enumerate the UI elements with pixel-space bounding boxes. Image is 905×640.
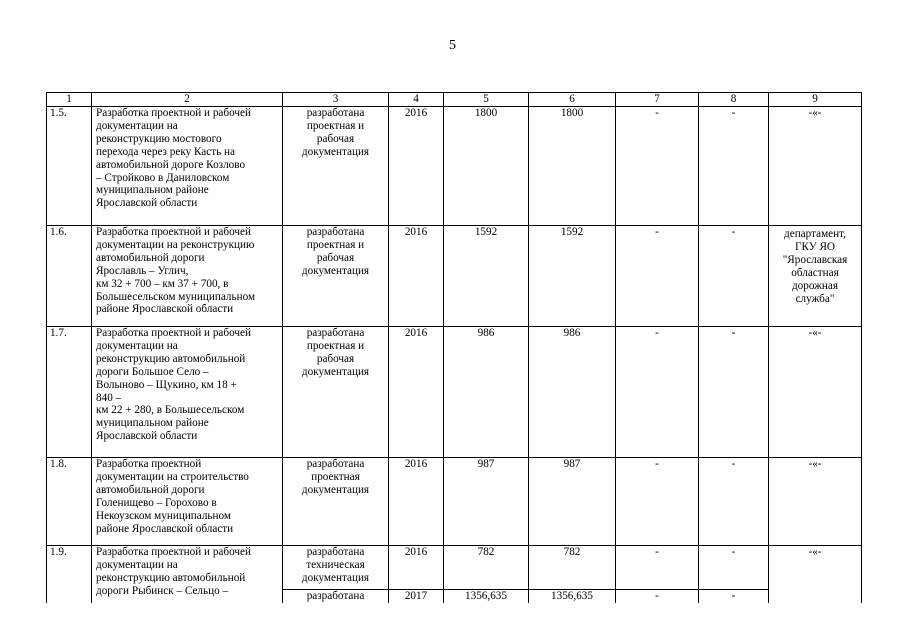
row-responsible: -«-	[769, 458, 862, 546]
row-responsible: -«-	[769, 107, 862, 226]
row-name: Разработка проектной и рабочей документации на реконструкцию автомобильной дороги Рыбинск – Сельцо –	[92, 546, 283, 603]
row-number: 1.9.	[47, 546, 92, 603]
row-number: 1.8.	[47, 458, 92, 546]
row-responsible: -«-	[769, 327, 862, 458]
table-header-row	[47, 93, 862, 107]
row-col7: -	[616, 458, 699, 546]
row-col7: -	[616, 327, 699, 458]
row-result: разработана проектная и рабочая документация	[283, 327, 389, 458]
row-responsible: департамент, ГКУ ЯО "Ярославская областная дорожная служба"	[769, 226, 862, 327]
row-name: Разработка проектной и рабочей документации на реконструкцию автомобильной дороги Ярославль – Углич, км 32 + 700 – км 37 + 700, в Большесельском муниципальном районе Ярославской области	[92, 226, 283, 327]
header-cell: 4	[389, 93, 444, 107]
row-col5: 986	[444, 327, 529, 458]
row-year: 2016	[389, 327, 444, 458]
row-result: разработана техническая документация	[283, 546, 389, 590]
row-col7: -	[616, 107, 699, 226]
program-table	[46, 92, 862, 603]
header-cell: 1	[47, 93, 92, 107]
header-cell: 5	[444, 93, 529, 107]
row-col8: -	[699, 226, 769, 327]
row-number: 1.7.	[47, 327, 92, 458]
row-year: 2016	[389, 458, 444, 546]
row-year: 2017	[389, 590, 444, 603]
row-col5: 987	[444, 458, 529, 546]
table-row	[47, 546, 862, 590]
table-row	[47, 458, 862, 546]
row-col5: 1800	[444, 107, 529, 226]
header-cell: 8	[699, 93, 769, 107]
row-year: 2016	[389, 107, 444, 226]
row-col8: -	[699, 107, 769, 226]
header-cell: 7	[616, 93, 699, 107]
row-number: 1.6.	[47, 226, 92, 327]
row-col8: -	[699, 546, 769, 590]
row-responsible: -«-	[769, 546, 862, 603]
row-year: 2016	[389, 546, 444, 590]
row-name: Разработка проектной и рабочей документации на реконструкцию автомобильной дороги Большое Село – Волыново – Щукино, км 18 + 840 – км 22 + 280, в Большесельском муниципальном районе Ярославской области	[92, 327, 283, 458]
table-row	[47, 107, 862, 226]
row-result: разработана проектная и рабочая документация	[283, 226, 389, 327]
row-col8: -	[699, 590, 769, 603]
row-col6: 1356,635	[529, 590, 616, 603]
row-col7: -	[616, 546, 699, 590]
row-name: Разработка проектной документации на строительство автомобильной дороги Голенищево – Горохово в Некоузском муниципальном районе Ярославской области	[92, 458, 283, 546]
row-result: разработана проектная документация	[283, 458, 389, 546]
row-col6: 986	[529, 327, 616, 458]
header-cell: 3	[283, 93, 389, 107]
header-cell: 9	[769, 93, 862, 107]
row-col6: 987	[529, 458, 616, 546]
row-result: разработана	[283, 590, 389, 603]
row-col8: -	[699, 458, 769, 546]
header-cell: 2	[92, 93, 283, 107]
row-col5: 782	[444, 546, 529, 590]
row-result: разработана проектная и рабочая документация	[283, 107, 389, 226]
table-row	[47, 226, 862, 327]
row-col7: -	[616, 590, 699, 603]
page-number: 5	[449, 38, 456, 53]
row-col8: -	[699, 327, 769, 458]
row-number: 1.5.	[47, 107, 92, 226]
row-year: 2016	[389, 226, 444, 327]
row-col5: 1592	[444, 226, 529, 327]
row-col6: 1800	[529, 107, 616, 226]
row-col6: 1592	[529, 226, 616, 327]
table-row	[47, 327, 862, 458]
row-col7: -	[616, 226, 699, 327]
row-col6: 782	[529, 546, 616, 590]
row-col5: 1356,635	[444, 590, 529, 603]
header-cell: 6	[529, 93, 616, 107]
row-name: Разработка проектной и рабочей документации на реконструкцию мостового перехода через реку Касть на автомобильной дороге Козлово – Стройково в Даниловском муниципальном районе Ярославской области	[92, 107, 283, 226]
